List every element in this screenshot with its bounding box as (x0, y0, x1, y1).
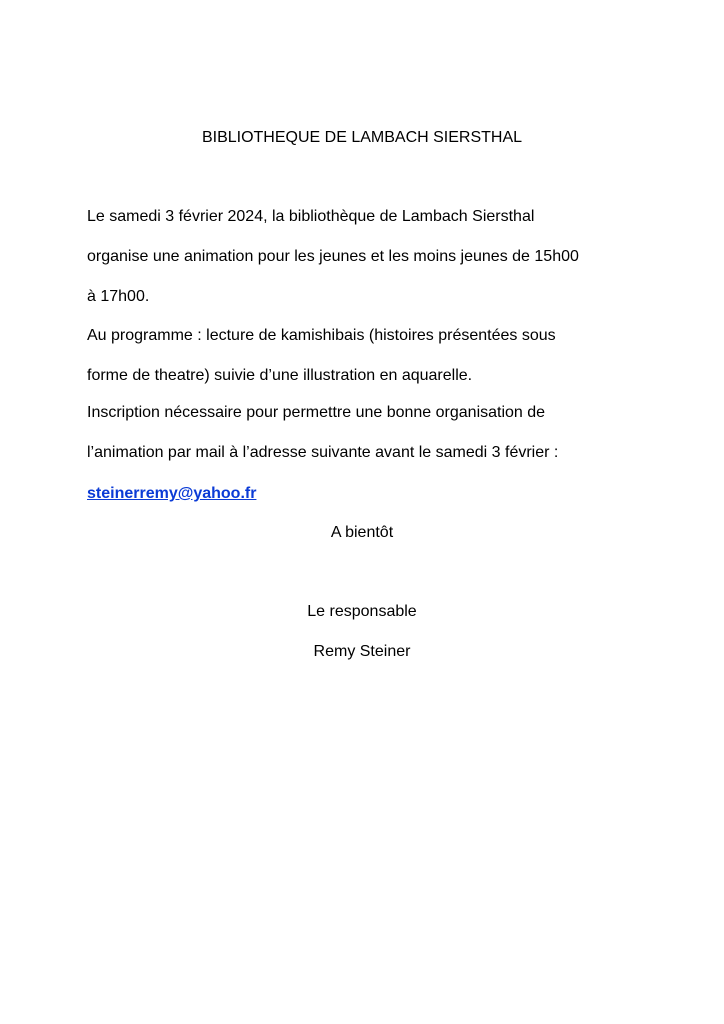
email-line (87, 484, 256, 504)
document-title: BIBLIOTHEQUE DE LAMBACH SIERSTHAL (201, 129, 523, 146)
body-line-4: Au programme : lecture de kamishibais (histoires présentées sous (87, 327, 556, 344)
email-link[interactable]: steinerremy@yahoo.fr (87, 485, 257, 502)
body-line-7: l’animation par mail à l’adresse suivante avant le samedi 3 février : (87, 444, 559, 461)
signature-name: Remy Steiner (313, 643, 411, 660)
body-line-6: Inscription nécessaire pour permettre une bonne organisation de (87, 404, 546, 421)
body-line-3: à 17h00. (87, 288, 150, 305)
body-line-5: forme de theatre) suivie d’une illustration en aquarelle. (87, 367, 473, 384)
body-line-2: organise une animation pour les jeunes et les moins jeunes de 15h00 (87, 248, 579, 265)
body-line-1: Le samedi 3 février 2024, la bibliothèque de Lambach Siersthal (87, 208, 535, 225)
closing-text: A bientôt (330, 524, 394, 541)
signature-role: Le responsable (307, 603, 417, 620)
